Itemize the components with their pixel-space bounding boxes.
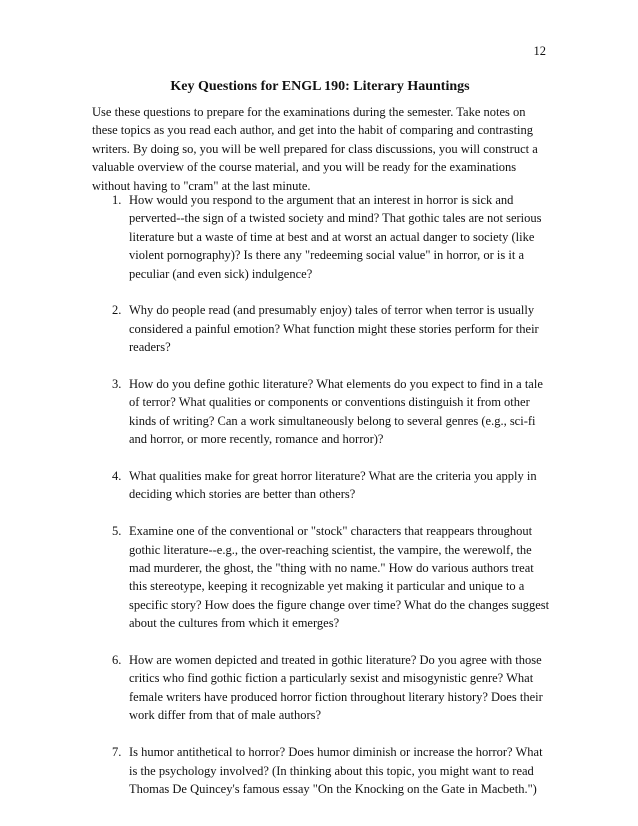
question-text: Is humor antithetical to horror? Does humor diminish or increase the horror? What is the psychology involved? (In thinking about this topic, you might want to read Thomas De Quincey's famous essay "On the Knocking on the Gate in Macbeth.") [129,745,543,796]
question-text: Examine one of the conventional or "stock" characters that reappears throughout gothic literature--e.g., the over-reaching scientist, the vampire, the werewolf, the mad murderer, the ghost, the "thing with no name." How do various authors treat this stereotype, keeping it recognizable yet making it particular and unique to a specific story? How does the figure change over time? What do the changes suggest about the cultures from which it emerges? [129,524,550,631]
question-item-7 [92,743,550,798]
question-item-6 [92,651,550,725]
intro-paragraph: Use these questions to prepare for the examinations during the semester. Take notes on these topics as you read each author, and get into the habit of comparing and contrasting writers. By doing so, you will be well prepared for class discussions, you will construct a valuable overview of the course material, and you will be ready for the examinations without having to "cram" at the last minute. [92,105,538,193]
question-item-4 [92,467,550,504]
question-text: What qualities make for great horror literature? What are the criteria you apply in deciding which stories are better than others? [129,469,537,502]
question-number: 2. [112,303,122,318]
question-item-3 [92,375,550,449]
question-item-1 [92,191,550,283]
question-text: How would you respond to the argument that an interest in horror is sick and perverted--the sign of a twisted society and mind? That gothic tales are not serious literature but a waste of time at best and at worst an actual danger to society (like violent pornography)? Is there any "redeeming social value" in horror, or is it a peculiar (and even sick) indulgence? [129,193,542,281]
question-text: How do you define gothic literature? What elements do you expect to find in a tale of terror? What qualities or components or conventions distinguish it from other kinds of writing? Can a work simultaneously belong to several genres (e.g., sci-fi and horror, or more recently, romance and horror)? [129,377,543,447]
question-number: 7. [112,745,122,760]
page-number: 12 [533,44,546,58]
question-item-2 [92,301,550,356]
question-number: 5. [112,524,122,539]
question-number: 6. [112,653,122,668]
question-text: Why do people read (and presumably enjoy) tales of terror when terror is usually considered a painful emotion? What function might these stories perform for their readers? [129,303,539,355]
question-list [92,191,550,817]
question-text: How are women depicted and treated in gothic literature? Do you agree with those critics who find gothic fiction a particularly sexist and misogynistic genre? What female writers have produced horror fiction throughout literary history? Does their work differ from that of male authors? [129,653,543,723]
question-number: 1. [112,193,122,207]
question-number: 3. [112,377,122,392]
document-title: Key Questions for ENGL 190: Literary Hauntings [170,79,470,94]
question-number: 4. [112,469,122,484]
question-item-5 [92,522,550,632]
